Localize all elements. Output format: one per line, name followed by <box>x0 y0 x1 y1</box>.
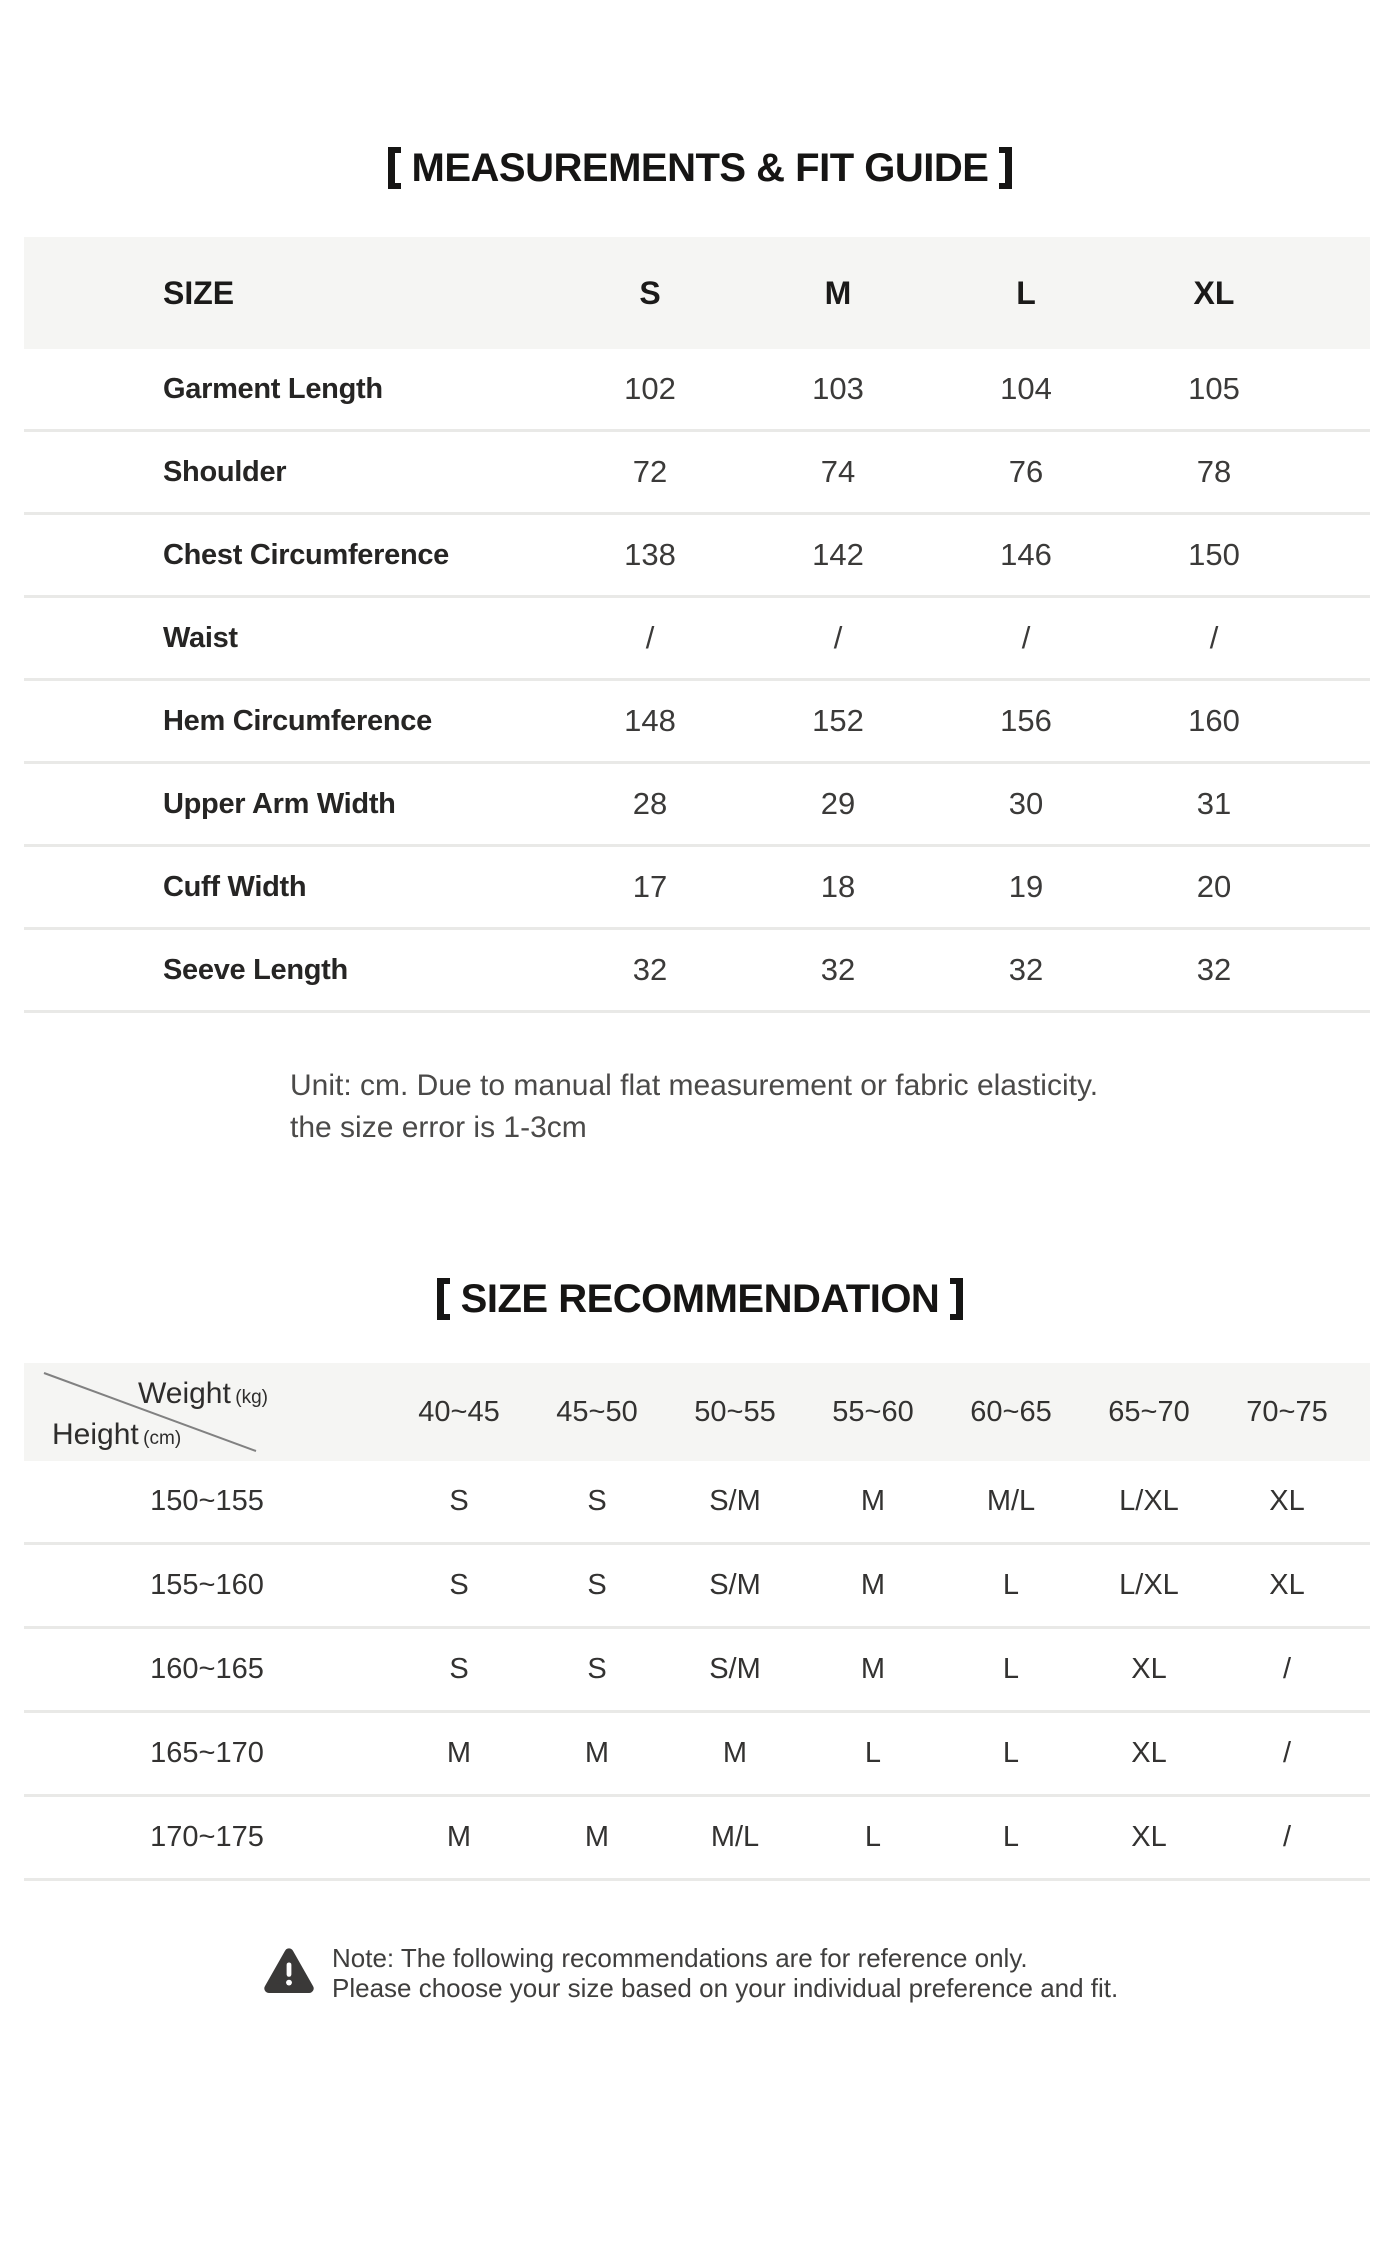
measurement-label: Seeve Length <box>163 953 348 986</box>
measurement-value: 146 <box>1000 537 1052 572</box>
measurement-row <box>24 847 1370 930</box>
title-bracket-close-icon <box>950 1278 963 1320</box>
recommended-size: XL <box>1269 1569 1305 1601</box>
measurement-value: / <box>1021 620 1031 655</box>
size-column-header: M <box>824 274 852 311</box>
measurement-label: Shoulder <box>163 455 287 488</box>
measurement-value: 150 <box>1188 537 1240 572</box>
recommended-size: L <box>864 1821 882 1853</box>
height-range-label: 170~175 <box>150 1821 264 1853</box>
recommendation-row <box>24 1797 1370 1881</box>
recommendation-table <box>24 1363 1370 1881</box>
unit-note-line2: the size error is 1-3cm <box>290 1111 587 1144</box>
recommended-size: S/M <box>709 1569 761 1601</box>
measurement-value: 20 <box>1196 869 1232 904</box>
measurement-value: / <box>645 620 655 655</box>
measurement-label: Waist <box>163 621 238 654</box>
size-header-label: SIZE <box>163 274 235 311</box>
recommended-size: M <box>860 1569 886 1601</box>
recommended-size: M <box>722 1737 748 1769</box>
measurement-value: 17 <box>632 869 668 904</box>
recommended-size: M <box>584 1737 610 1769</box>
recommended-size: L <box>864 1737 882 1769</box>
measurement-value: 152 <box>812 703 864 738</box>
unit-note <box>290 1065 1400 1149</box>
measurements-title-text: MEASUREMENTS & FIT GUIDE <box>411 146 989 190</box>
recommended-size: S <box>449 1485 469 1517</box>
measurement-value: 32 <box>1008 952 1044 987</box>
footer-note <box>263 1943 1400 2003</box>
measurement-value: 32 <box>820 952 856 987</box>
recommended-size: S <box>587 1569 607 1601</box>
measurement-value: 156 <box>1000 703 1052 738</box>
recommended-size: L/XL <box>1119 1569 1179 1601</box>
recommendation-table-header-row <box>24 1363 1370 1461</box>
measurement-value: 160 <box>1188 703 1240 738</box>
recommended-size: M <box>860 1653 886 1685</box>
recommended-size: L <box>1002 1653 1020 1685</box>
title-bracket-open-icon <box>437 1278 450 1320</box>
weight-column-header: 60~65 <box>970 1395 1052 1428</box>
corner-cell <box>24 1363 390 1461</box>
measurement-value: 148 <box>624 703 676 738</box>
weight-column-header: 65~70 <box>1108 1395 1190 1428</box>
recommended-size: XL <box>1269 1485 1305 1517</box>
weight-column-header: 40~45 <box>418 1395 500 1428</box>
measurement-label: Garment Length <box>163 372 383 405</box>
footer-note-line2: Please choose your size based on your individual preference and fit. <box>332 1973 1119 2003</box>
measurement-value: 72 <box>632 454 668 489</box>
recommended-size: M/L <box>710 1821 760 1853</box>
weight-column-header: 50~55 <box>694 1395 776 1428</box>
size-guide-page <box>0 146 1400 2246</box>
size-column-header: S <box>639 274 661 311</box>
measurement-label: Cuff Width <box>163 870 307 903</box>
recommended-size: / <box>1282 1653 1292 1685</box>
recommended-size: S <box>587 1485 607 1517</box>
measurement-value: 29 <box>820 786 856 821</box>
measurement-value: 76 <box>1008 454 1044 489</box>
footer-note-line1: Note: The following recommendations are for reference only. <box>332 1943 1028 1973</box>
recommended-size: S <box>449 1569 469 1601</box>
measurements-table <box>24 237 1370 1013</box>
measurement-value: 102 <box>624 371 676 406</box>
recommended-size: M <box>446 1821 472 1853</box>
recommended-size: S/M <box>709 1485 761 1517</box>
recommendation-row <box>24 1629 1370 1713</box>
measurements-table-header-row <box>24 237 1370 349</box>
title-bracket-open-icon <box>388 147 401 189</box>
measurement-value: 32 <box>632 952 668 987</box>
weight-column-header: 70~75 <box>1246 1395 1328 1428</box>
recommended-size: / <box>1282 1737 1292 1769</box>
height-axis-label: Height (cm) <box>52 1418 182 1451</box>
measurement-value: 28 <box>632 786 668 821</box>
recommended-size: S <box>587 1653 607 1685</box>
recommended-size: / <box>1282 1821 1292 1853</box>
unit-note-line1: Unit: cm. Due to manual flat measurement or fabric elasticity. <box>290 1069 1099 1102</box>
recommended-size: M <box>446 1737 472 1769</box>
measurement-row <box>24 349 1370 432</box>
measurement-label: Upper Arm Width <box>163 787 396 820</box>
recommended-size: L <box>1002 1569 1020 1601</box>
measurement-label: Hem Circumference <box>163 704 432 737</box>
recommended-size: S/M <box>709 1653 761 1685</box>
recommendation-title <box>0 1277 1400 1321</box>
measurement-row <box>24 515 1370 598</box>
recommended-size: L/XL <box>1119 1485 1179 1517</box>
measurement-value: 18 <box>820 869 856 904</box>
recommended-size: M/L <box>986 1485 1036 1517</box>
recommended-size: XL <box>1131 1821 1167 1853</box>
measurement-value: 103 <box>812 371 864 406</box>
measurement-value: 104 <box>1000 371 1052 406</box>
measurement-row <box>24 432 1370 515</box>
size-column-header: L <box>1016 274 1036 311</box>
recommended-size: XL <box>1131 1653 1167 1685</box>
weight-column-header: 55~60 <box>832 1395 914 1428</box>
measurement-value: 30 <box>1008 786 1044 821</box>
measurement-value: 105 <box>1188 371 1240 406</box>
measurement-value: 31 <box>1196 786 1232 821</box>
recommended-size: XL <box>1131 1737 1167 1769</box>
recommended-size: M <box>860 1485 886 1517</box>
measurement-value: 32 <box>1196 952 1232 987</box>
measurement-label: Chest Circumference <box>163 538 450 571</box>
measurement-row <box>24 681 1370 764</box>
weight-column-header: 45~50 <box>556 1395 638 1428</box>
height-range-label: 155~160 <box>150 1569 264 1601</box>
measurement-row <box>24 930 1370 1013</box>
height-range-label: 160~165 <box>150 1653 264 1685</box>
recommendation-row <box>24 1545 1370 1629</box>
recommendation-row <box>24 1713 1370 1797</box>
measurement-value: / <box>1209 620 1219 655</box>
recommendation-row <box>24 1461 1370 1545</box>
recommended-size: S <box>449 1653 469 1685</box>
title-bracket-close-icon <box>999 147 1012 189</box>
measurement-value: 74 <box>820 454 856 489</box>
recommendation-title-text: SIZE RECOMMENDATION <box>460 1277 940 1321</box>
measurements-title <box>0 146 1400 190</box>
warning-icon <box>263 1946 315 1998</box>
height-range-label: 165~170 <box>150 1737 264 1769</box>
measurement-row <box>24 764 1370 847</box>
measurement-value: 19 <box>1008 869 1044 904</box>
size-column-header: XL <box>1193 274 1235 311</box>
measurement-value: / <box>833 620 843 655</box>
recommended-size: L <box>1002 1821 1020 1853</box>
recommended-size: L <box>1002 1737 1020 1769</box>
measurement-row <box>24 598 1370 681</box>
height-range-label: 150~155 <box>150 1485 264 1517</box>
measurement-value: 138 <box>624 537 676 572</box>
measurement-value: 78 <box>1196 454 1232 489</box>
weight-axis-label: Weight (kg) <box>138 1377 269 1410</box>
recommended-size: M <box>584 1821 610 1853</box>
measurement-value: 142 <box>812 537 864 572</box>
